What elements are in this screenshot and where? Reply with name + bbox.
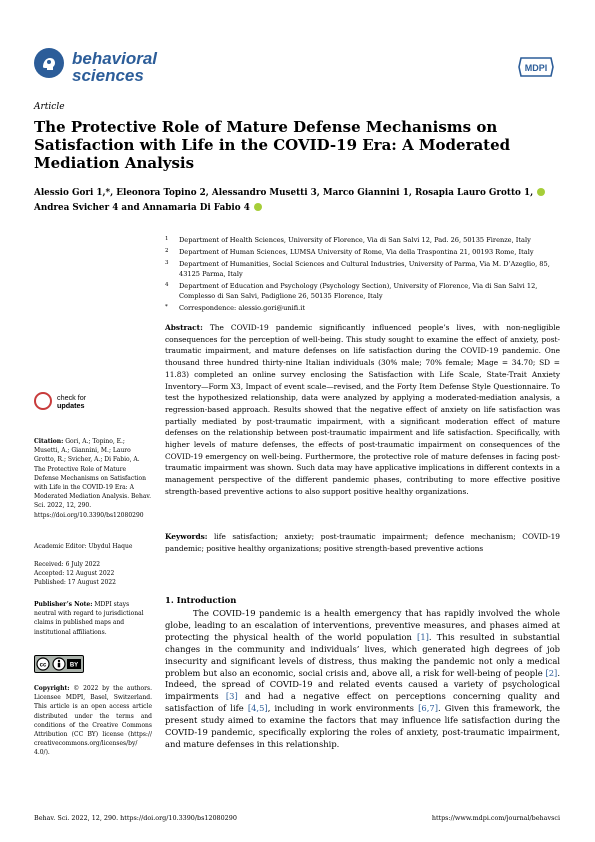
affiliation-3 xyxy=(165,259,560,279)
abstract-label: Abstract: xyxy=(165,323,203,332)
copyright-block xyxy=(34,684,152,758)
journal-name-line1: behavioral xyxy=(72,49,158,68)
affiliation-text: Department of Health Sciences, University of Florence, Via di San Salvi 12, Pad. 26, 50135 Firenze, Italy xyxy=(179,236,531,244)
orcid-icon[interactable] xyxy=(537,188,545,196)
author-list xyxy=(34,186,554,216)
journal-logo-icon xyxy=(34,48,64,78)
copyright-label: Copyright: xyxy=(34,685,70,692)
dates-block xyxy=(34,560,152,588)
affiliation-num: 1 xyxy=(165,236,169,242)
accepted-date: Accepted: 12 August 2022 xyxy=(34,570,115,578)
journal-name[interactable] xyxy=(72,50,157,84)
footer-citation[interactable]: Behav. Sci. 2022, 12, 290. https://doi.org/10.3390/bs12080290 xyxy=(34,814,237,822)
affiliation-4 xyxy=(165,281,560,301)
citation-link[interactable]: [6,7] xyxy=(418,703,438,714)
citation-link[interactable]: [1] xyxy=(417,631,429,642)
citation-link[interactable]: [4,5] xyxy=(247,703,268,714)
keywords-label: Keywords: xyxy=(165,532,208,541)
cc-by-license-icon[interactable] xyxy=(34,655,84,673)
introduction-paragraph xyxy=(165,608,560,751)
published-date: Published: 17 August 2022 xyxy=(34,579,116,587)
page-footer xyxy=(34,814,560,822)
affiliations xyxy=(165,235,560,315)
authors-line-2-text: Andrea Svicher 4 and Annamaria Di Fabio 4 xyxy=(34,203,250,213)
keywords-text: life satisfaction; anxiety; post-traumatic impairment; defence mechanism; COVID-19 pandemic; positive healthy organizations; positive strength-based preventive actions xyxy=(165,532,560,553)
citation-block xyxy=(34,437,152,520)
journal-name-line2: sciences xyxy=(72,66,144,85)
check-updates-icon xyxy=(34,392,52,410)
correspondence xyxy=(165,303,560,313)
citation-link[interactable]: [3] xyxy=(225,691,238,702)
body-text: The COVID-19 pandemic is a health emergency that has rapidly involved the whole globe, leading to an escalation of interventions, preventive measures, and phases aimed at protecting the physical health of the world population xyxy=(165,608,560,642)
paper-title: The Protective Role of Mature Defense Mechanisms on Satisfaction with Life in the COVID-19 Era: A Moderated Mediation Analysis xyxy=(34,118,511,172)
abstract xyxy=(165,322,560,498)
body-text: and had a negative effect on perceptions concerning quality and satisfaction of life xyxy=(165,691,560,714)
affiliation-text: Department of Education and Psychology (Psychology Section), University of Florence, Via di San Salvi 12, Complesso di San Salvi, Padiglione 26, 50135 Florence, Italy xyxy=(179,282,538,300)
mdpi-logo[interactable] xyxy=(517,56,555,78)
affiliation-num: 4 xyxy=(165,282,169,288)
authors-line-2 xyxy=(34,201,554,216)
affiliation-num: 2 xyxy=(165,248,169,254)
citation-label: Citation: xyxy=(34,438,64,445)
body-text: . Indeed, the spread of COVID-19 and related events caused a variety of psychological impairments xyxy=(165,667,560,702)
check-updates-text xyxy=(57,394,86,410)
body-text: . Given this framework, the present study aimed to examine the factors that may influence life satisfaction during the COVID-19 pandemic, specifically exploring the roles of anxiety, post-traumatic impairment, and mature defenses in this relationship. xyxy=(165,703,560,749)
academic-editor: Academic Editor: Ubydul Haque xyxy=(34,543,133,550)
check-for-updates-badge[interactable] xyxy=(34,392,152,418)
citation-link[interactable]: [2] xyxy=(545,667,558,678)
publishers-note-text: MDPI stays neutral with regard to jurisdictional claims in published maps and institutional affiliations. xyxy=(34,601,144,636)
svg-text:BY: BY xyxy=(69,662,79,669)
correspondence-text[interactable]: Correspondence: alessio.gori@unifi.it xyxy=(179,304,305,312)
authors-line-1 xyxy=(34,186,554,201)
check-line-2: updates xyxy=(57,401,85,410)
affiliation-text: Department of Humanities, Social Sciences and Cultural Industries, University of Parma, Via M. D’Azeglio, 85, 43125 Parma, Italy xyxy=(179,260,550,278)
section-heading-introduction: 1. Introduction xyxy=(165,595,237,605)
body-text: , including in work environments xyxy=(267,703,414,714)
article-type: Article xyxy=(34,102,65,112)
abstract-text: The COVID-19 pandemic significantly influenced people’s lives, with non-negligible consequences for the perception of well-being. This study sought to examine the effect of anxiety, post-traumatic impairment, and mature defenses on life satisfaction during the COVID-19 pandemic. One thousand three hundred thirty-nine Italian individuals (30% male; 70% female; Mage = 34.70; SD = 11.83) completed an online survey enclosing the Satisfaction with Life Scale, State-Trait Anxiety Inventory—Form X3, Impact of event scale—revised, and the Forty Item Defense Style Questionnaire. To test the hypothesized relationship, data were analyzed by applying a moderated-mediation analysis, a regression-based approach. Results showed that the negative effect of anxiety on life satisfaction was partially mediated by post-traumatic impairment, with a significant moderation effect of mature defenses on the relationship between post-traumatic impairment and life satisfaction. Specifically, with higher levels of mature defenses, the effects of post-traumatic impairment on consequences of the COVID-19 emergency on well-being. Furthermore, the protective role of mature defenses in facing post-traumatic impairment was shown. Such data may have applicative implications in different contexts in a management perspective of the different pandemic phases, contributing to more effective positive strength-based preventive actions to also support positive healthy organizations. xyxy=(165,323,560,496)
affiliation-1 xyxy=(165,235,560,245)
affiliation-text: Department of Human Sciences, LUMSA University of Rome, Via della Traspontina 21, 00193 Rome, Italy xyxy=(179,248,534,256)
authors-line-1-text: Alessio Gori 1,*, Eleonora Topino 2, Alessandro Musetti 3, Marco Giannini 1, Rosapia Lauro Grotto 1, xyxy=(34,188,534,198)
body-text: . This resulted in substantial changes in the community and individuals’ lives, which generated high degrees of job insecurity and significant levels of distress, thus making the pandemic not only a medical problem but also an economic, social crisis and, above all, a risk for well-being of people xyxy=(165,631,560,678)
received-date: Received: 6 July 2022 xyxy=(34,561,101,568)
affiliation-num: * xyxy=(165,304,168,310)
publishers-note xyxy=(34,600,152,637)
footer-journal-url[interactable]: https://www.mdpi.com/journal/behavsci xyxy=(431,814,560,822)
svg-text:cc: cc xyxy=(39,662,47,669)
mdpi-logo-text: MDPI xyxy=(524,63,548,73)
publishers-note-label: Publisher’s Note: xyxy=(34,601,93,608)
copyright-text: © 2022 by the authors. Licensee MDPI, Basel, Switzerland. This article is an open access article distributed under the terms and conditions of the Creative Commons Attribution (CC BY) license (https:// creativecommons.org/licenses/by/ 4.0/). xyxy=(34,685,152,757)
orcid-icon[interactable] xyxy=(254,203,262,211)
citation-text[interactable]: Gori, A.; Topino, E.; Musetti, A.; Giannini, M.; Lauro Grotto, R.; Svicher, A.; Di Fabio, A. The Protective Role of Mature Defense Mechanisms on Satisfaction with Life in the COVID-19 Era: A Moderated Mediation Analysis. Behav. Sci. 2022, 12, 290. https://doi.org/10.3390/bs12080290 xyxy=(34,438,152,519)
keywords xyxy=(165,531,560,554)
affiliation-num: 3 xyxy=(165,260,169,266)
check-line-1: check for xyxy=(57,393,87,402)
affiliation-2 xyxy=(165,247,560,257)
